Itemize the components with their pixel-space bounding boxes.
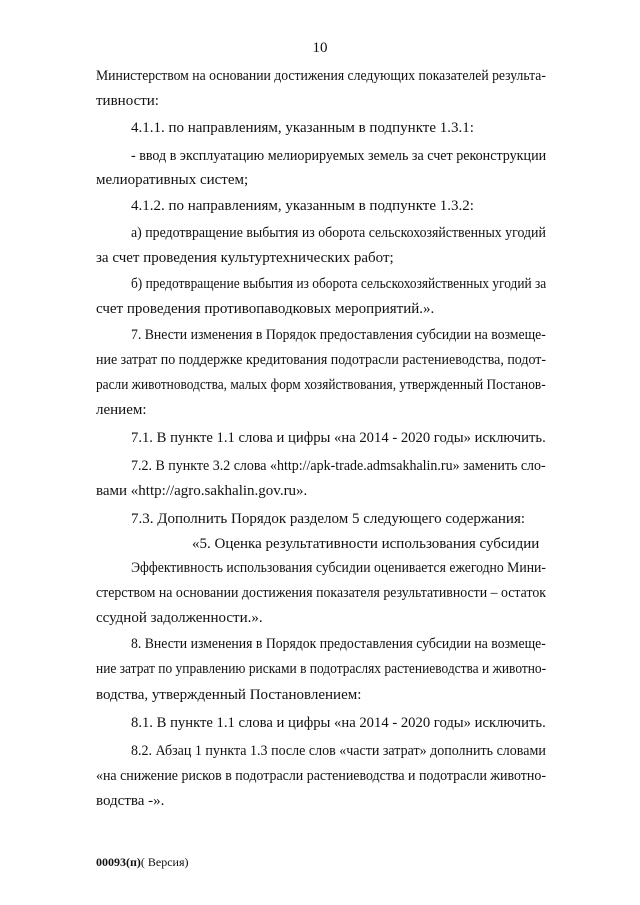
text-line: стерством на основании достижения показателя результативности – остаток (96, 585, 546, 601)
document-footer (96, 855, 189, 870)
text-line: ссудной задолженности.». (96, 610, 263, 626)
text-line: ние затрат по поддержке кредитования подотрасли растениеводства, подот- (96, 352, 547, 368)
text-line: 8.1. В пункте 1.1 слова и цифры «на 2014 - 2020 годы» исключить. (131, 715, 546, 731)
text-line: «на снижение рисков в подотрасли растениеводства и подотрасли животно- (96, 768, 546, 784)
page-number: 10 (312, 40, 328, 56)
text-line: Министерством на основании достижения следующих показателей результа- (96, 68, 546, 84)
text-line: 7.2. В пункте 3.2 слова «http://apk-trade.admsakhalin.ru» заменить сло- (131, 458, 546, 474)
document-version: ( Версия) (140, 855, 189, 869)
text-line: а) предотвращение выбытия из оборота сельскохозяйственных угодий (131, 225, 546, 241)
document-code: 00093(п) (96, 855, 141, 869)
text-line: ние затрат по управлению рисками в подотраслях растениеводства и животно- (96, 661, 547, 677)
text-line: тивности: (96, 93, 159, 109)
text-line: водства, утвержденный Постановлением: (96, 687, 362, 703)
text-line: 7.3. Дополнить Порядок разделом 5 следующего содержания: (131, 511, 526, 527)
text-line: 4.1.2. по направлениям, указанным в подпункте 1.3.2: (131, 198, 474, 214)
text-line: б) предотвращение выбытия из оборота сельскохозяйственных угодий за (131, 276, 547, 292)
text-line: Эффективность использования субсидии оценивается ежегодно Мини- (131, 560, 546, 576)
text-line: 7.1. В пункте 1.1 слова и цифры «на 2014 - 2020 годы» исключить. (131, 430, 546, 446)
text-line: водства -». (96, 793, 165, 809)
text-line: 8. Внести изменения в Порядок предоставления субсидии на возмеще- (131, 636, 546, 652)
text-line: - ввод в эксплуатацию мелиорируемых земель за счет реконструкции (131, 148, 547, 164)
text-line: лением: (96, 402, 147, 418)
text-line: мелиоративных систем; (96, 172, 249, 188)
text-line: 7. Внести изменения в Порядок предоставления субсидии на возмеще- (131, 327, 546, 343)
text-line: 8.2. Абзац 1 пункта 1.3 после слов «части затрат» дополнить словами (131, 743, 546, 759)
text-line: вами «http://agro.sakhalin.gov.ru». (96, 483, 308, 499)
text-line: счет проведения противопаводковых мероприятий.». (96, 301, 435, 317)
text-line: 4.1.1. по направлениям, указанным в подпункте 1.3.1: (131, 120, 474, 136)
text-line: расли животноводства, малых форм хозяйствования, утвержденный Постанов- (96, 377, 546, 393)
text-line: «5. Оценка результативности использования субсидии (192, 536, 540, 552)
text-line: за счет проведения культуртехнических работ; (96, 250, 394, 266)
